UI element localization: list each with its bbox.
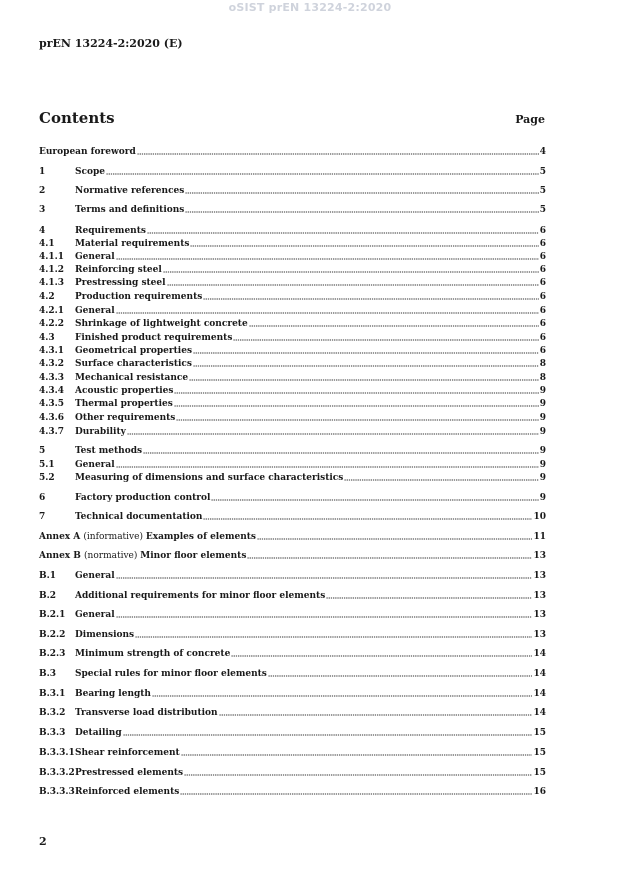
toc-entry-title: [75, 426, 126, 438]
toc-entry-title: [75, 358, 192, 370]
dot-leader: [185, 192, 538, 194]
toc-entry-title-text: Prestressing steel: [75, 278, 166, 288]
toc-entry-title-text: Surface characteristics: [75, 359, 192, 369]
dot-leader: [106, 173, 539, 175]
toc-entry-title-text: Reinforcing steel: [75, 265, 162, 275]
annex-label: Annex B: [39, 551, 85, 561]
toc-entry[interactable]: [39, 398, 546, 410]
toc-entry-title: [39, 531, 256, 543]
toc-entry[interactable]: [39, 459, 546, 471]
toc-entry[interactable]: [39, 511, 546, 523]
toc-entry-number: 4.1.2: [39, 265, 65, 275]
toc-entry-page: 14: [533, 669, 546, 679]
toc-entry-title-text: Finished product requirements: [75, 333, 233, 343]
toc-entry-number: 5.1: [39, 460, 55, 470]
toc-entry-page: 6: [539, 239, 546, 249]
toc-entry-title: [75, 472, 343, 484]
toc-entry-title-text: Acoustic properties: [75, 386, 174, 396]
toc-entry-title-text: European foreword: [39, 147, 136, 157]
annex-type: (informative): [83, 532, 146, 542]
dot-leader: [163, 271, 539, 273]
toc-entry-title: [75, 398, 173, 410]
dot-leader: [180, 793, 532, 795]
toc-entry[interactable]: [39, 225, 546, 237]
toc-entry[interactable]: [39, 629, 546, 641]
toc-entry[interactable]: [39, 204, 546, 216]
toc-entry-title-text: Shear reinforcement: [75, 748, 180, 758]
toc-entry-title: [75, 277, 166, 289]
dot-leader: [185, 211, 538, 213]
toc-entry[interactable]: [39, 166, 546, 178]
toc-entry-page: 4: [539, 147, 546, 157]
toc-entry-title: [75, 305, 115, 317]
toc-entry-page: 16: [533, 787, 546, 797]
toc-entry[interactable]: [39, 472, 546, 484]
toc-entry-title: [75, 609, 115, 621]
toc-entry-page: 5: [539, 167, 546, 177]
toc-entry-title: [75, 185, 184, 197]
dot-leader: [193, 352, 539, 354]
dot-leader: [233, 339, 538, 341]
toc-entry[interactable]: [39, 550, 546, 562]
toc-entry-number: 4: [39, 226, 46, 236]
toc-entry-title: [39, 550, 246, 562]
dot-leader: [181, 754, 533, 756]
toc-entry[interactable]: [39, 668, 546, 680]
contents-title: Contents: [39, 109, 115, 127]
toc-entry[interactable]: [39, 305, 546, 317]
toc-entry-number: 4.3.2: [39, 359, 65, 369]
toc-entry[interactable]: [39, 372, 546, 384]
toc-entry-title-text: Production requirements: [75, 292, 203, 302]
toc-entry-page: 9: [539, 493, 546, 503]
toc-entry[interactable]: [39, 291, 546, 303]
toc-entry-page: 13: [533, 610, 546, 620]
toc-entry-page: 8: [539, 359, 546, 369]
toc-entry-title-text: Minimum strength of concrete: [75, 649, 231, 659]
toc-entry-number: B.3.3: [39, 728, 66, 738]
toc-entry-number: B.3.3.1: [39, 748, 75, 758]
toc-entry-title: [75, 445, 142, 457]
toc-entry[interactable]: [39, 358, 546, 370]
toc-entry-page: 6: [539, 346, 546, 356]
toc-entry-page: 9: [539, 460, 546, 470]
toc-entry-page: 6: [539, 292, 546, 302]
dot-leader: [203, 518, 532, 520]
toc-entry-title: [75, 459, 115, 471]
toc-entry-title: [75, 629, 134, 641]
dot-leader: [174, 405, 539, 407]
toc-entry[interactable]: [39, 570, 546, 582]
toc-entry-page: 9: [539, 446, 546, 456]
toc-entry[interactable]: [39, 767, 546, 779]
toc-entry-title-text: Durability: [75, 427, 126, 437]
toc-entry-page: 9: [539, 386, 546, 396]
toc-entry-title-text: General: [75, 610, 115, 620]
annex-type: (normative): [84, 551, 141, 561]
toc-entry-title: [75, 727, 122, 739]
toc-entry[interactable]: [39, 264, 546, 276]
toc-entry-title-text: Technical documentation: [75, 512, 203, 522]
toc-entry-title-text: General: [75, 460, 115, 470]
toc-entry-title: [75, 225, 146, 237]
toc-entry-number: 4.1.1: [39, 252, 65, 262]
toc-entry-title-text: Mechanical resistance: [75, 373, 189, 383]
toc-entry-page: 15: [533, 728, 546, 738]
watermark: oSIST prEN 13224-2:2020: [228, 1, 392, 14]
toc-entry[interactable]: [39, 385, 546, 397]
toc-entry-title: [75, 385, 173, 397]
dot-leader: [147, 232, 539, 234]
toc-entry-number: 4.3.6: [39, 413, 65, 423]
toc-entry-title-text: Factory production control: [75, 493, 211, 503]
page-number: 2: [39, 835, 47, 848]
toc-entry-title: [75, 648, 230, 660]
toc-entry-page: 6: [539, 226, 546, 236]
toc-entry-number: 4.3: [39, 333, 55, 343]
toc-entry[interactable]: [39, 277, 546, 289]
toc-entry-page: 9: [539, 473, 546, 483]
toc-entry[interactable]: [39, 426, 546, 438]
dot-leader: [116, 466, 539, 468]
toc-entry-title-text: Reinforced elements: [75, 787, 180, 797]
toc-entry-number: 4.2.2: [39, 319, 65, 329]
toc-entry-title: [75, 332, 232, 344]
toc-entry-title: [75, 786, 179, 798]
dot-leader: [176, 419, 538, 421]
dot-leader: [247, 557, 532, 559]
toc-entry-number: B.1: [39, 571, 57, 581]
toc-entry[interactable]: [39, 531, 546, 543]
toc-entry-page: 6: [539, 278, 546, 288]
dot-leader: [116, 258, 539, 260]
toc-entry-number: B.3.2: [39, 708, 66, 718]
toc-entry-page: 13: [533, 591, 546, 601]
dot-leader: [203, 298, 538, 300]
dot-leader: [137, 153, 539, 155]
toc-entry-page: 13: [533, 571, 546, 581]
toc-entry-title-text: Material requirements: [75, 239, 190, 249]
toc-entry-number: B.2.3: [39, 649, 66, 659]
toc-entry[interactable]: [39, 492, 546, 504]
toc-entry-page: 8: [539, 373, 546, 383]
toc-entry-title-text: Requirements: [75, 226, 146, 236]
document-id: prEN 13224-2:2020 (E): [39, 37, 183, 50]
toc-entry-page: 14: [533, 689, 546, 699]
toc-entry-number: 4.1: [39, 239, 55, 249]
toc-entry-number: B.3: [39, 669, 57, 679]
toc-entry-title: [75, 767, 183, 779]
dot-leader: [135, 636, 532, 638]
toc-entry-title-text: General: [75, 306, 115, 316]
toc-entry-page: 9: [539, 413, 546, 423]
toc-entry-title: [75, 264, 162, 276]
toc-entry-title-text: Dimensions: [75, 630, 135, 640]
toc-entry-page: 5: [539, 186, 546, 196]
toc-entry[interactable]: [39, 727, 546, 739]
toc-entry-title: [75, 747, 180, 759]
toc-entry-number: 4.3.7: [39, 427, 65, 437]
toc-entry[interactable]: [39, 590, 546, 602]
toc-entry-number: 3: [39, 205, 46, 215]
page-column-label: Page: [515, 113, 545, 126]
toc-entry-title-text: Examples of elements: [145, 532, 256, 542]
toc-entry-title: [75, 570, 115, 582]
toc-entry-title: [75, 707, 218, 719]
toc-entry-title: [75, 318, 248, 330]
toc-entry-title: [75, 492, 210, 504]
toc-entry-number: 5: [39, 446, 46, 456]
toc-entry-title-text: Thermal properties: [75, 399, 173, 409]
dot-leader: [116, 577, 533, 579]
toc-entry[interactable]: [39, 238, 546, 250]
toc-entry[interactable]: [39, 609, 546, 621]
toc-entry-title: [75, 238, 189, 250]
toc-entry[interactable]: [39, 412, 546, 424]
toc-entry-page: 6: [539, 252, 546, 262]
dot-leader: [174, 392, 538, 394]
dot-leader: [143, 452, 539, 454]
toc-entry-page: 11: [533, 532, 546, 542]
toc-entry-number: 4.1.3: [39, 278, 65, 288]
dot-leader: [123, 734, 533, 736]
toc-entry-title-text: Terms and definitions: [75, 205, 185, 215]
toc-entry-page: 6: [539, 333, 546, 343]
toc-entry-title-text: Special rules for minor floor elements: [75, 669, 267, 679]
toc-entry-title: [39, 146, 136, 158]
toc-entry-number: 4.2.1: [39, 306, 65, 316]
toc-entry-title-text: Bearing length: [75, 689, 151, 699]
toc-entry[interactable]: [39, 786, 546, 798]
toc-entry-page: 15: [533, 768, 546, 778]
toc-entry-title: [75, 251, 115, 263]
toc-entry-page: 6: [539, 265, 546, 275]
toc-entry-page: 13: [533, 630, 546, 640]
toc-entry-title: [75, 291, 202, 303]
toc-entry-number: 4.3.3: [39, 373, 65, 383]
toc-entry-page: 15: [533, 748, 546, 758]
dot-leader: [257, 538, 533, 540]
toc-entry-number: 7: [39, 512, 46, 522]
toc-entry-number: B.3.3.3: [39, 787, 75, 797]
dot-leader: [184, 774, 532, 776]
toc-entry-number: B.2.2: [39, 630, 66, 640]
toc-entry-title-text: Normative references: [75, 186, 185, 196]
toc-entry[interactable]: [39, 318, 546, 330]
dot-leader: [249, 325, 539, 327]
toc-entry-number: 4.3.1: [39, 346, 65, 356]
toc-entry-number: B.2: [39, 591, 57, 601]
annex-label: Annex A: [39, 532, 84, 542]
toc-entry-page: 14: [533, 649, 546, 659]
toc-entry-number: 4.3.4: [39, 386, 65, 396]
toc-entry-title: [75, 372, 188, 384]
toc-entry-title-text: General: [75, 571, 115, 581]
toc-entry-title-text: Prestressed elements: [75, 768, 184, 778]
toc-entry-title: [75, 412, 175, 424]
toc-entry-title: [75, 511, 202, 523]
toc-entry[interactable]: [39, 445, 546, 457]
dot-leader: [344, 479, 538, 481]
toc-entry-title-text: Additional requirements for minor floor elements: [75, 591, 326, 601]
toc-entry-page: 6: [539, 306, 546, 316]
dot-leader: [219, 714, 533, 716]
toc-entry-page: 13: [533, 551, 546, 561]
toc-entry-number: 2: [39, 186, 46, 196]
toc-entry-title: [75, 166, 105, 178]
toc-entry-number: 5.2: [39, 473, 55, 483]
dot-leader: [326, 597, 532, 599]
dot-leader: [152, 695, 532, 697]
toc-entry[interactable]: [39, 185, 546, 197]
dot-leader: [116, 312, 539, 314]
toc-entry-title: [75, 590, 325, 602]
toc-entry-page: 6: [539, 319, 546, 329]
toc-entry[interactable]: [39, 345, 546, 357]
toc-entry-page: 9: [539, 399, 546, 409]
dot-leader: [268, 675, 533, 677]
dot-leader: [167, 284, 539, 286]
toc-entry-page: 10: [533, 512, 546, 522]
toc-entry[interactable]: [39, 747, 546, 759]
toc-entry-title-text: Geometrical properties: [75, 346, 193, 356]
toc-entry-number: 4.3.5: [39, 399, 65, 409]
toc-entry[interactable]: [39, 648, 546, 660]
toc-entry[interactable]: [39, 251, 546, 263]
toc-entry-number: 6: [39, 493, 46, 503]
toc-entry-title: [75, 668, 267, 680]
dot-leader: [231, 655, 532, 657]
toc-entry-page: 5: [539, 205, 546, 215]
toc-entry-number: B.3.3.2: [39, 768, 75, 778]
toc-entry-title: [75, 345, 192, 357]
dot-leader: [116, 616, 533, 618]
toc-entry-number: B.3.1: [39, 689, 66, 699]
dot-leader: [190, 245, 538, 247]
toc-entry-title: [75, 204, 184, 216]
toc-entry-page: 14: [533, 708, 546, 718]
toc-entry-title-text: Transverse load distribution: [75, 708, 218, 718]
toc-entry-title-text: Test methods: [75, 446, 143, 456]
toc-entry-title-text: Measuring of dimensions and surface characteristics: [75, 473, 344, 483]
toc-entry-number: B.2.1: [39, 610, 66, 620]
toc-entry-title-text: Scope: [75, 167, 106, 177]
toc-entry-title-text: Shrinkage of lightweight concrete: [75, 319, 248, 329]
toc-entry[interactable]: [39, 707, 546, 719]
dot-leader: [193, 365, 539, 367]
toc-entry-title-text: Other requirements: [75, 413, 176, 423]
dot-leader: [189, 379, 539, 381]
toc-entry-title-text: Detailing: [75, 728, 122, 738]
dot-leader: [127, 433, 539, 435]
dot-leader: [211, 499, 538, 501]
toc-entry-number: 1: [39, 167, 46, 177]
toc-entry-title-text: General: [75, 252, 115, 262]
toc-entry-number: 4.2: [39, 292, 55, 302]
toc-entry-title: [75, 688, 151, 700]
toc-entry[interactable]: [39, 688, 546, 700]
toc-entry-title-text: Minor floor elements: [140, 551, 247, 561]
toc-entry[interactable]: [39, 332, 546, 344]
toc-entry[interactable]: [39, 146, 546, 158]
toc-entry-page: 9: [539, 427, 546, 437]
